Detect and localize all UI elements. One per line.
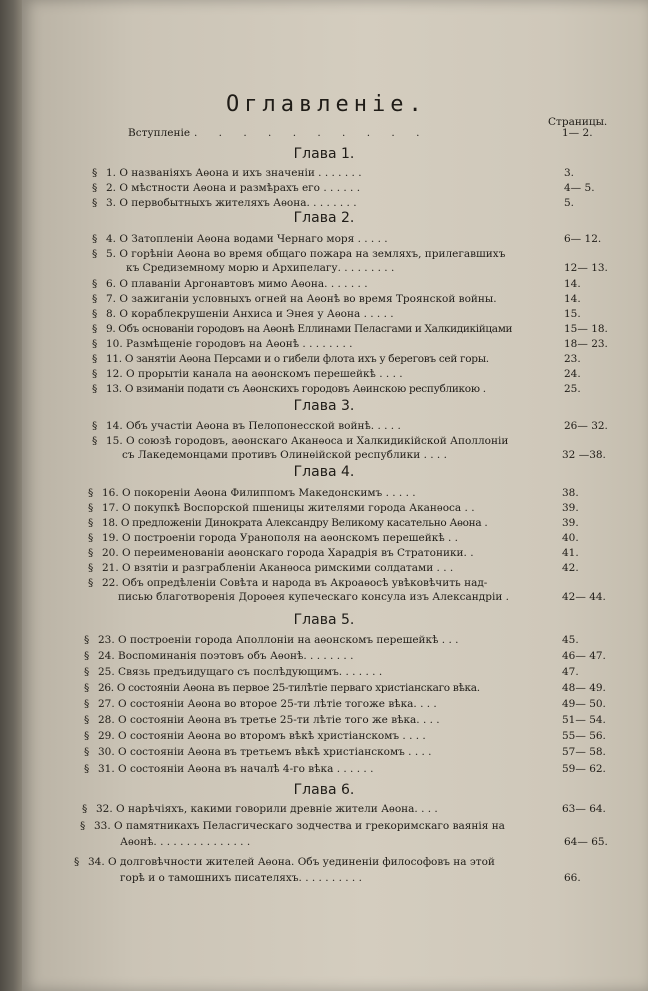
entry-text: 18. О предложенiи Динократа Александру Великому касательно Аѳона . [102,517,488,529]
entry-text: 3. О первобытныхъ жителяхъ Аѳона. . . . . . . . [106,197,357,209]
entry-text: 24. Воспоминанiя поэтовъ объ Аѳонѣ. . . . . . . . [98,650,354,662]
section-sign: § [92,197,98,209]
section-sign: § [84,682,90,694]
entry-text-continued: къ Средиземному морю и Архипелагу. . . . . . . . . [126,262,395,274]
entry-text: 22. Объ опредѣленiи Совѣта и народа въ Акроаѳосѣ увѣковѣчить над- [102,577,488,589]
chapter-heading: Глава 4. [293,464,355,480]
chapter-heading: Глава 3. [293,398,355,414]
section-sign: § [88,532,94,544]
chapter-heading: Глава 6. [293,782,355,798]
entry-pages: 26— 32. [564,420,608,432]
entry-text: 4. О Затопленiи Аѳона водами Чернаго моря . . . . . [106,233,388,245]
intro-pages: 1— 2. [562,127,593,139]
entry-pages: 59— 62. [562,763,606,775]
entry-pages: 32 —38. [562,449,606,461]
section-sign: § [92,338,98,350]
entry-text: 1. О названiяхъ Аѳона и ихъ значенiи . . . . . . . [106,167,362,179]
entry-pages: 49— 50. [562,698,606,710]
entry-pages: 55— 56. [562,730,606,742]
entry-text-continued: съ Лакедемонцами противъ Олинѳiйской республики . . . . [122,449,447,461]
entry-text: 14. Объ участiи Аѳона въ Пелопонесской войнѣ. . . . . [106,420,401,432]
entry-pages: 14. [564,278,581,290]
section-sign: § [92,383,98,395]
entry-pages: 4— 5. [564,182,595,194]
section-sign: § [92,248,98,260]
section-sign: § [74,856,80,868]
entry-text: 32. О нарѣчiяхъ, какими говорили древнiе жители Аѳона. . . . [96,803,438,815]
entry-text: 16. О покоренiи Аѳона Филиппомъ Македонскимъ . . . . . [102,487,416,499]
entry-pages: 48— 49. [562,682,606,694]
entry-text: 6. О плаванiи Аргонавтовъ мимо Аѳона. . . . . . . [106,278,368,290]
entry-pages: 39. [562,517,579,529]
entry-pages: 23. [564,353,581,365]
section-sign: § [92,167,98,179]
section-sign: § [88,517,94,529]
intro-label: Вступленiе [128,127,191,139]
entry-pages: 66. [564,872,581,884]
entry-pages: 6— 12. [564,233,602,245]
section-sign: § [84,698,90,710]
chapter-heading: Глава 1. [293,146,355,162]
section-sign: § [84,650,90,662]
entry-text: 7. О зажиганiи условныхъ огней на Аѳонѣ во время Троянской войны. [106,293,497,305]
entry-text: 19. О построенiи города Уранополя на аѳонскомъ перешейкѣ . . [102,532,459,544]
entry-text: 27. О состоянiи Аѳона во второе 25-ти лѣтiе тогоже вѣка. . . . [98,698,437,710]
entry-text: 17. О покупкѣ Воспорской пшеницы жителями города Аканѳоса . . [102,502,475,514]
entry-pages: 3. [564,167,575,179]
entry-pages: 40. [562,532,579,544]
section-sign: § [84,730,90,742]
entry-pages: 46— 47. [562,650,606,662]
section-sign: § [92,368,98,380]
entry-pages: 39. [562,502,579,514]
entry-text: 25. Связь предъидущаго съ послѣдующимъ. . . . . . . [98,666,383,678]
entry-text: 28. О состоянiи Аѳона въ третье 25-ти лѣтiе того же вѣка. . . . [98,714,440,726]
section-sign: § [84,666,90,678]
entry-text: 2. О мѣстности Аѳона и размѣрахъ его . . . . . . [106,182,361,194]
entry-text: 12. О прорытiи канала на аѳонскомъ перешейкѣ . . . . [106,368,403,380]
entry-pages: 14. [564,293,581,305]
section-sign: § [92,182,98,194]
entry-text: 9. Объ основанiи городовъ на Аѳонѣ Еллинами Пеласгами и Халкидикiйцами [106,323,513,335]
section-sign: § [92,323,98,335]
entry-text: 10. Размѣщенiе городовъ на Аѳонѣ . . . . . . . . [106,338,353,350]
entry-pages: 45. [562,634,579,646]
entry-pages: 51— 54. [562,714,606,726]
entry-pages: 18— 23. [564,338,608,350]
section-sign: § [84,763,90,775]
entry-text: 20. О переименованiи аѳонскаго города Харадрiя въ Стратоники. . [102,547,474,559]
entry-pages: 57— 58. [562,746,606,758]
section-sign: § [88,502,94,514]
entry-text-continued: Аѳонѣ. . . . . . . . . . . . . . . [120,836,251,848]
section-sign: § [88,562,94,574]
chapter-heading: Глава 5. [293,612,355,628]
entry-text: 26. О состоянiи Аѳона въ первое 25-тилѣтiе перваго христiанскаго вѣка. [98,682,480,694]
entry-pages: 41. [562,547,579,559]
entry-pages: 42— 44. [562,591,606,603]
entry-text: 13. О взиманiи подати съ Аѳонскихъ городовъ Аѳинскою республикою . [106,383,486,395]
section-sign: § [92,293,98,305]
entry-text: 15. О союзѣ городовъ, аѳонскаго Аканѳоса и Халкидикiйской Аполлонiи [106,435,509,447]
section-sign: § [84,714,90,726]
entry-pages: 5. [564,197,575,209]
entry-text-continued: писью благотворенiя Дороѳея купеческаго консула изъ Александрiи . [118,591,509,603]
section-sign: § [80,820,86,832]
page-title: Оглавленiе. [226,92,427,117]
section-sign: § [88,577,94,589]
entry-pages: 12— 13. [564,262,608,274]
entry-text: 11. О занятiи Аѳона Персами и о гибели флота ихъ у береговъ сей горы. [106,353,489,365]
entry-text: 34. О долговѣчности жителей Аѳона. Объ уединенiи философовъ на этой [88,856,495,868]
entry-pages: 25. [564,383,581,395]
entry-text: 29. О состоянiи Аѳона во второмъ вѣкѣ христiанскомъ . . . . [98,730,426,742]
section-sign: § [82,803,88,815]
entry-pages: 64— 65. [564,836,608,848]
section-sign: § [92,420,98,432]
section-sign: § [92,308,98,320]
entry-text: 31. О состоянiи Аѳона въ началѣ 4-го вѣка . . . . . . [98,763,374,775]
entry-text-continued: горѣ и о тамошнихъ писателяхъ. . . . . . . . . . [120,872,362,884]
intro-dots: . . . . . . . . . . [194,127,429,139]
entry-pages: 15— 18. [564,323,608,335]
entry-pages: 38. [562,487,579,499]
entry-pages: 47. [562,666,579,678]
section-sign: § [92,353,98,365]
section-sign: § [84,746,90,758]
section-sign: § [88,487,94,499]
section-sign: § [92,278,98,290]
entry-text: 8. О кораблекрушенiи Анхиса и Энея у Аѳона . . . . . [106,308,394,320]
chapter-heading: Глава 2. [293,210,355,226]
entry-text: 21. О взятiи и разграбленiи Аканѳоса римскими солдатами . . . [102,562,454,574]
entry-pages: 24. [564,368,581,380]
entry-pages: 63— 64. [562,803,606,815]
entry-text: 33. О памятникахъ Пеласгическаго зодчества и грекоримскаго ваянiя на [94,820,505,832]
entry-pages: 42. [562,562,579,574]
pages-column-header: Страницы. [548,116,608,128]
entry-text: 23. О построенiи города Аполлонiи на аѳонскомъ перешейкѣ . . . [98,634,459,646]
entry-text: 5. О горѣнiи Аѳона во время общаго пожара на земляхъ, прилегавшихъ [106,248,506,260]
entry-text: 30. О состоянiи Аѳона въ третьемъ вѣкѣ христiанскомъ . . . . [98,746,432,758]
intro-entry [128,127,608,139]
section-sign: § [92,435,98,447]
entry-pages: 15. [564,308,581,320]
section-sign: § [88,547,94,559]
section-sign: § [84,634,90,646]
section-sign: § [92,233,98,245]
